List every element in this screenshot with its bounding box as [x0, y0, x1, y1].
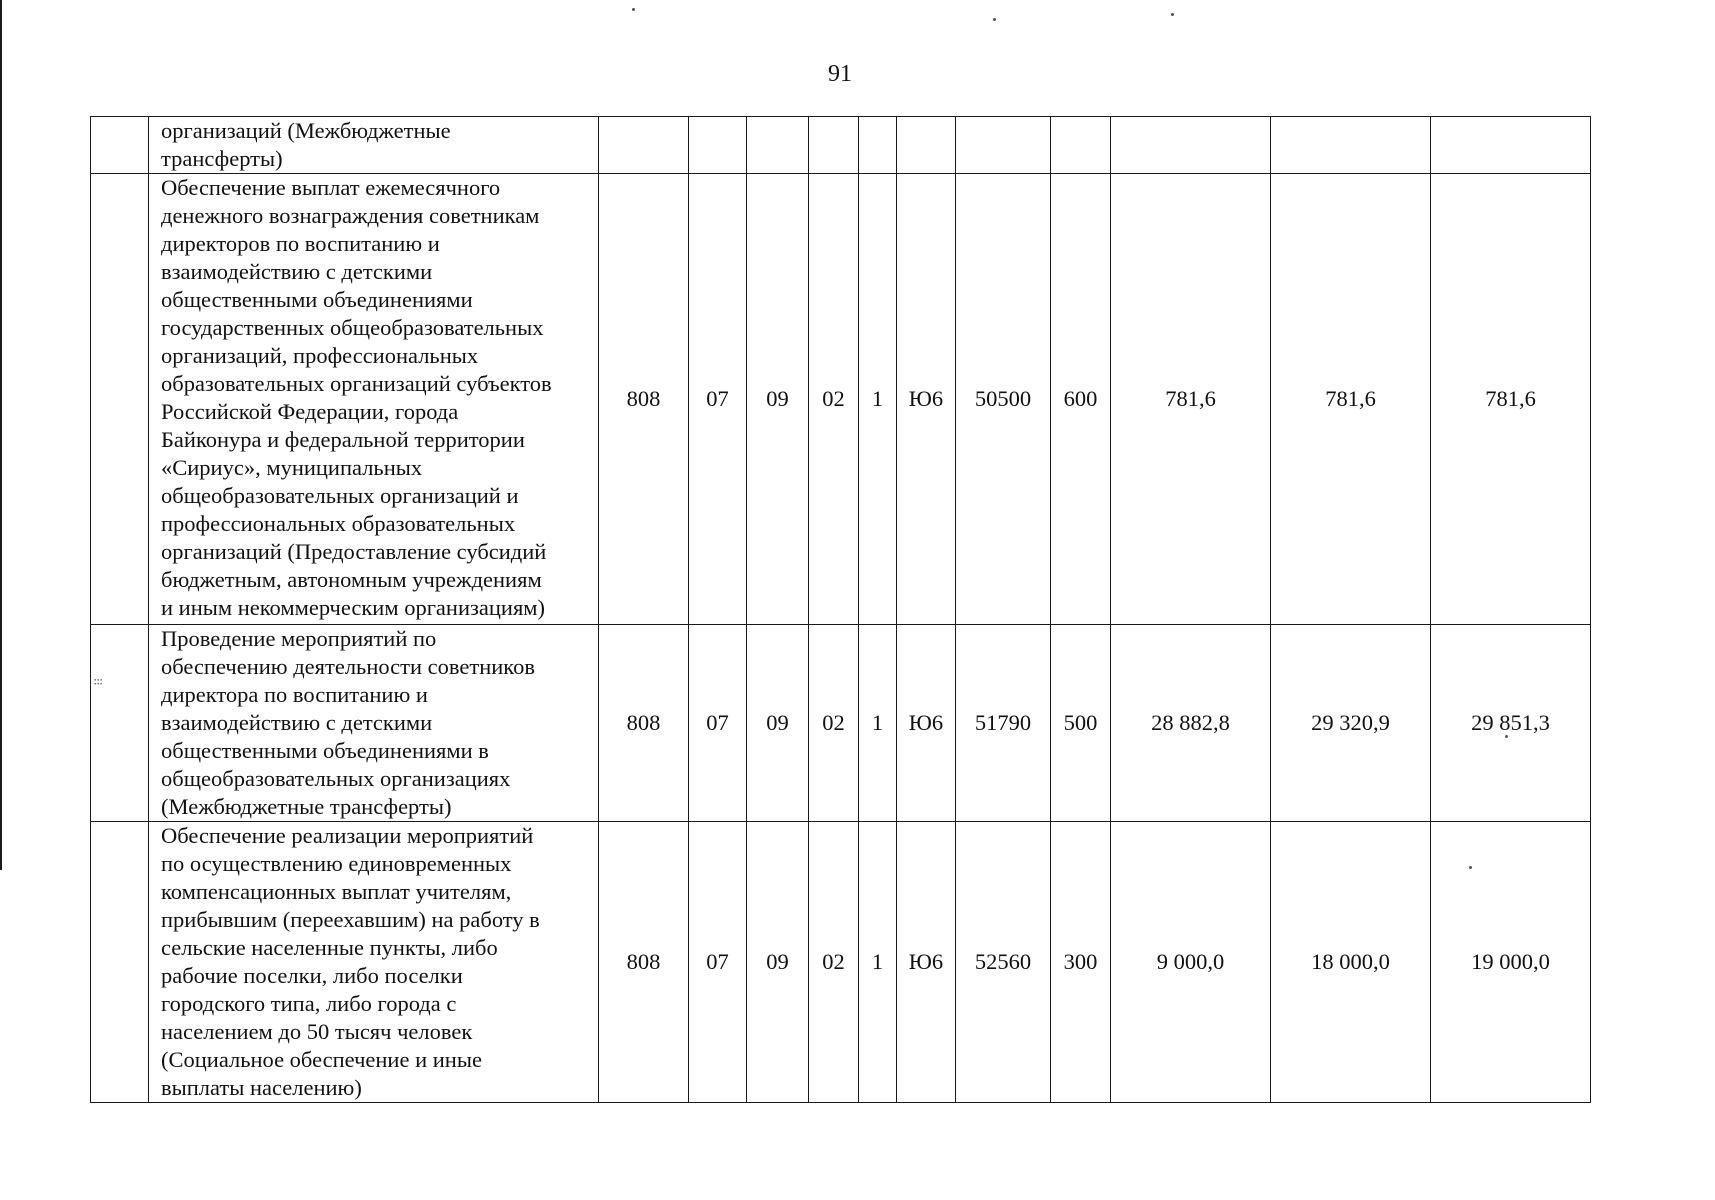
ministry-code-cell: 808	[599, 822, 689, 1103]
program-code-cell	[809, 117, 859, 174]
ministry-code-cell	[599, 117, 689, 174]
amount-year-2-cell: 781,6	[1271, 174, 1431, 625]
subprogram-code-cell	[859, 117, 897, 174]
section-code-cell: 07	[689, 625, 747, 822]
project-code-cell: Ю6	[897, 174, 956, 625]
table-body	[91, 117, 1591, 1103]
amount-year-3-cell: 29 851,3	[1431, 625, 1591, 822]
subprogram-code-cell: 1	[859, 822, 897, 1103]
section-code-cell	[689, 117, 747, 174]
project-code-cell: Ю6	[897, 822, 956, 1103]
subsection-code-cell: 09	[747, 174, 809, 625]
project-code-cell	[897, 117, 956, 174]
table-row	[91, 174, 1591, 625]
program-code-cell: 02	[809, 174, 859, 625]
ministry-code-cell: 808	[599, 625, 689, 822]
program-code-cell: 02	[809, 822, 859, 1103]
amount-year-3-cell: 19 000,0	[1431, 822, 1591, 1103]
table-row	[91, 822, 1591, 1103]
direction-code-cell: 51790	[956, 625, 1051, 822]
amount-year-1-cell: 28 882,8	[1111, 625, 1271, 822]
expense-type-code-cell	[1051, 117, 1111, 174]
table-row	[91, 625, 1591, 822]
scan-speck	[632, 8, 635, 11]
project-code-cell: Ю6	[897, 625, 956, 822]
page-number: 91	[828, 61, 852, 87]
amount-year-2-cell: 29 320,9	[1271, 625, 1431, 822]
subsection-code-cell: 09	[747, 822, 809, 1103]
direction-code-cell	[956, 117, 1051, 174]
scan-speck	[1469, 866, 1472, 869]
subprogram-code-cell: 1	[859, 625, 897, 822]
subsection-code-cell	[747, 117, 809, 174]
amount-year-2-cell: 18 000,0	[1271, 822, 1431, 1103]
scan-speck	[1505, 735, 1508, 738]
row-number-cell	[91, 117, 149, 174]
expense-type-code-cell: 600	[1051, 174, 1111, 625]
scan-left-edge	[0, 0, 2, 870]
description-cell: Проведение мероприятий по обеспечению деятельности советников директора по воспитанию и взаимодействию с детскими общественными объединениями в общеобразовательных организациях (Межбюджетные трансферты)	[149, 625, 599, 822]
scan-speck	[993, 18, 996, 21]
amount-year-1-cell: 9 000,0	[1111, 822, 1271, 1103]
subsection-code-cell: 09	[747, 625, 809, 822]
ministry-code-cell: 808	[599, 174, 689, 625]
table-row	[91, 117, 1591, 174]
row-number-cell	[91, 822, 149, 1103]
amount-year-3-cell: 781,6	[1431, 174, 1591, 625]
row-number-cell	[91, 174, 149, 625]
section-code-cell: 07	[689, 174, 747, 625]
budget-table	[90, 116, 1591, 1103]
subprogram-code-cell: 1	[859, 174, 897, 625]
description-cell: организаций (Межбюджетные трансферты)	[149, 117, 599, 174]
direction-code-cell: 52560	[956, 822, 1051, 1103]
margin-mark: ⁝⁝	[91, 678, 105, 686]
program-code-cell: 02	[809, 625, 859, 822]
section-code-cell: 07	[689, 822, 747, 1103]
amount-year-1-cell	[1111, 117, 1271, 174]
amount-year-3-cell	[1431, 117, 1591, 174]
expense-type-code-cell: 500	[1051, 625, 1111, 822]
expense-type-code-cell: 300	[1051, 822, 1111, 1103]
row-number-cell	[91, 625, 149, 822]
scan-speck	[1171, 13, 1174, 16]
direction-code-cell: 50500	[956, 174, 1051, 625]
description-cell: Обеспечение выплат ежемесячного денежного вознаграждения советникам директоров по воспитанию и взаимодействию с детскими общественными объединениями государственных общеобразовательных организаций, профессиональных образовательных организаций субъектов Российской Федерации, города Байконура и федеральной территории «Сириус», муниципальных общеобразовательных организаций и профессиональных образовательных организаций (Предоставление субсидий бюджетным, автономным учреждениям и иным некоммерческим организациям)	[149, 174, 599, 625]
amount-year-1-cell: 781,6	[1111, 174, 1271, 625]
amount-year-2-cell	[1271, 117, 1431, 174]
description-cell: Обеспечение реализации мероприятий по осуществлению единовременных компенсационных выплат учителям, прибывшим (переехавшим) на работу в сельские населенные пункты, либо рабочие поселки, либо поселки городского типа, либо города с населением до 50 тысяч человек (Социальное обеспечение и иные выплаты населению)	[149, 822, 599, 1103]
